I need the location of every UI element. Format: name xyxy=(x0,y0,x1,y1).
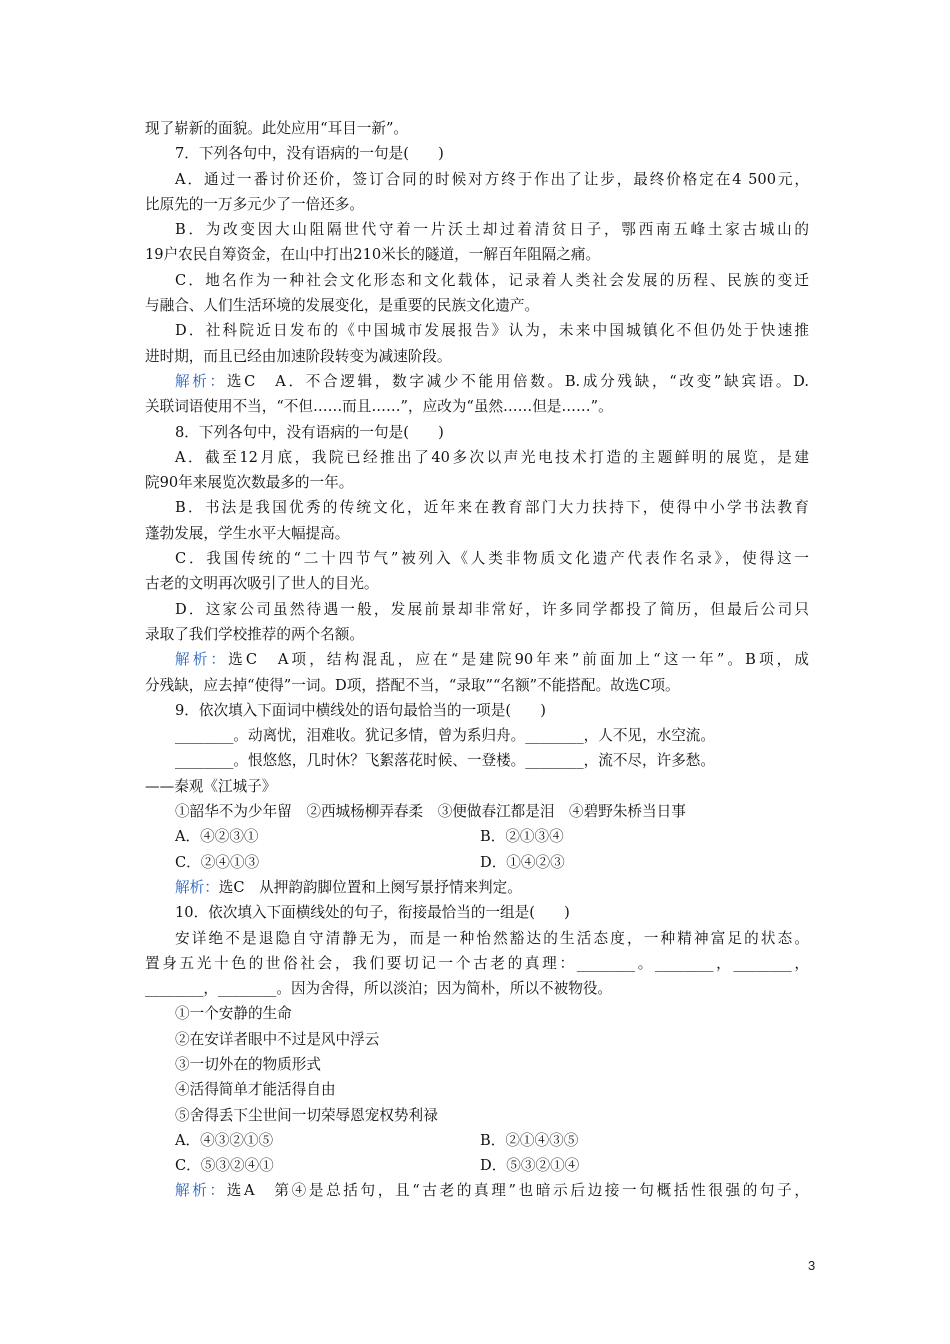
text-line xyxy=(145,141,809,166)
text-line xyxy=(145,900,809,925)
line-text: ①韶华不为少年留 ②西城杨柳弄春柔 ③便做春江都是泪 ④碧野朱桥当日事 xyxy=(175,803,686,821)
line-text: ________。恨悠悠，几时休？飞絮落花时候、一登楼。________，流不尽，许多愁。 xyxy=(175,752,715,770)
line-text: 选C A．不合逻辑，数字减少不能用倍数。B.成分残缺，“改变”缺宾语。D. xyxy=(226,372,809,390)
option-row xyxy=(145,1128,809,1153)
line-text: 选C A项，结构混乱，应在“是建院90年来”前面加上“这一年”。B项，成 xyxy=(228,651,809,669)
line-text: 进时期，而且已经由加速阶段转变为减速阶段。 xyxy=(145,347,452,365)
text-line xyxy=(145,1077,809,1102)
text-line xyxy=(145,192,809,217)
text-line xyxy=(145,723,809,748)
text-line xyxy=(145,698,809,723)
analysis-label: 解析： xyxy=(175,372,227,390)
line-text: 19户农民自筹资金，在山中打出210米长的隧道，一解百年阻隔之痛。 xyxy=(145,246,601,264)
text-line xyxy=(145,597,809,622)
text-line xyxy=(145,344,809,369)
analysis-label: 解析： xyxy=(175,1182,227,1200)
text-line xyxy=(145,926,809,951)
text-line xyxy=(145,521,809,546)
line-text: 置身五光十色的世俗社会，我们要切记一个古老的真理：________。________，________， xyxy=(145,954,809,972)
analysis-line xyxy=(145,369,809,394)
text-line xyxy=(145,976,809,1001)
line-text: ________。动离忧，泪难收。犹记多情，曾为系归舟。________，人不见，水空流。 xyxy=(175,727,715,745)
answer-option: A．④②③① xyxy=(175,828,259,846)
line-text: 10．依次填入下面横线处的句子，衔接最恰当的一组是( ) xyxy=(175,904,570,922)
text-line xyxy=(145,1103,809,1128)
line-text: 选C 从押韵韵脚位置和上阕写景抒情来判定。 xyxy=(218,878,522,896)
line-text: 选A 第④是总括句，且“古老的真理”也暗示后边接一句概括性很强的句子， xyxy=(226,1182,809,1200)
analysis-label: 解析： xyxy=(175,651,229,669)
analysis-line xyxy=(145,1178,809,1203)
answer-option: D．⑤③②①④ xyxy=(480,1157,580,1175)
text-line xyxy=(145,951,809,976)
line-text: 7．下列各句中，没有语病的一句是( ) xyxy=(175,145,444,163)
line-text: C．地名作为一种社会文化形态和文化载体，记录着人类社会发展的历程、民族的变迁 xyxy=(175,271,809,289)
text-line xyxy=(145,748,809,773)
line-text: 现了崭新的面貌。此处应用“耳目一新”。 xyxy=(145,120,409,137)
text-line xyxy=(145,420,809,445)
text-line xyxy=(145,445,809,470)
line-text: A．通过一番讨价还价，签订合同的时候对方终于作出了让步，最终价格定在4 500元， xyxy=(175,170,809,188)
text-line xyxy=(145,546,809,571)
page-number: 3 xyxy=(808,1258,816,1273)
answer-option: D．①④②③ xyxy=(480,853,565,871)
line-text: 关联词语使用不当，“不但……而且……”，应改为“虽然……但是……”。 xyxy=(145,398,613,416)
line-text: 9．依次填入下面词中横线处的语句最恰当的一项是( ) xyxy=(175,701,546,719)
answer-option: B．②①④③⑤ xyxy=(480,1131,579,1149)
line-text: ③一切外在的物质形式 xyxy=(175,1055,321,1073)
line-text: 古老的文明再次吸引了世人的目光。 xyxy=(145,575,379,593)
text-line xyxy=(145,1027,809,1052)
line-text: D．这家公司虽然待遇一般，发展前景却非常好，许多同学都投了简历，但最后公司只 xyxy=(175,600,809,618)
line-text: ——秦观《江城子》 xyxy=(145,777,277,795)
line-text: 安详绝不是退隐自守清静无为，而是一种怡然豁达的生活态度，一种精神富足的状态。 xyxy=(175,929,809,947)
document-body xyxy=(145,116,809,1204)
answer-option: C．⑤③②④① xyxy=(175,1157,274,1175)
option-row xyxy=(145,850,809,875)
text-line xyxy=(145,774,809,799)
line-text: ②在安详者眼中不过是风中浮云 xyxy=(175,1030,380,1048)
text-line xyxy=(145,242,809,267)
text-line xyxy=(145,394,809,419)
text-line xyxy=(145,167,809,192)
line-text: D．社科院近日发布的《中国城市发展报告》认为，未来中国城镇化不但仍处于快速推 xyxy=(175,322,809,340)
line-text: ⑤舍得丢下尘世间一切荣辱恩宠权势利禄 xyxy=(175,1106,438,1124)
line-text: B．为改变因大山阻隔世代守着一片沃土却过着清贫日子，鄂西南五峰土家古城山的 xyxy=(175,221,809,239)
line-text: 录取了我们学校推荐的两个名额。 xyxy=(145,625,364,643)
answer-option: A．④③②①⑤ xyxy=(175,1131,274,1149)
text-line xyxy=(145,470,809,495)
text-line xyxy=(145,1001,809,1026)
text-line xyxy=(145,1052,809,1077)
text-line xyxy=(145,495,809,520)
text-line xyxy=(145,673,809,698)
text-line xyxy=(145,571,809,596)
line-text: C．我国传统的“二十四节气”被列入《人类非物质文化遗产代表作名录》，使得这一 xyxy=(175,550,809,568)
answer-option: C．②④①③ xyxy=(175,853,260,871)
line-text: B．书法是我国优秀的传统文化，近年来在教育部门大力扶持下，使得中小学书法教育 xyxy=(175,499,809,517)
line-text: ①一个安静的生命 xyxy=(175,1005,292,1023)
text-line xyxy=(145,622,809,647)
option-row xyxy=(145,824,809,849)
text-line xyxy=(145,116,809,141)
line-text: 蓬勃发展，学生水平大幅提高。 xyxy=(145,524,350,542)
line-text: 比原先的一万多元少了一倍还多。 xyxy=(145,195,364,213)
line-text: 与融合、人们生活环境的发展变化，是重要的民族文化遗产。 xyxy=(145,297,540,315)
text-line xyxy=(145,318,809,343)
analysis-line xyxy=(145,647,809,672)
text-line xyxy=(145,217,809,242)
line-text: 分残缺，应去掉“使得”一词。D项，搭配不当，“录取”“名额”不能搭配。故选C项。 xyxy=(145,676,680,694)
line-text: A．截至12月底，我院已经推出了40多次以声光电技术打造的主题鲜明的展览，是建 xyxy=(175,448,809,466)
analysis-label: 解析： xyxy=(175,878,219,896)
analysis-line xyxy=(145,875,809,900)
option-row xyxy=(145,1153,809,1178)
text-line xyxy=(145,293,809,318)
line-text: 院90年来展览次数最多的一年。 xyxy=(145,474,354,492)
line-text: ________，________。因为舍得，所以淡泊；因为简朴，所以不被物役。 xyxy=(145,980,613,998)
line-text: 8．下列各句中，没有语病的一句是( ) xyxy=(175,423,444,441)
text-line xyxy=(145,268,809,293)
text-line xyxy=(145,799,809,824)
answer-option: B．②①③④ xyxy=(480,828,564,846)
line-text: ④活得简单才能活得自由 xyxy=(175,1081,336,1099)
